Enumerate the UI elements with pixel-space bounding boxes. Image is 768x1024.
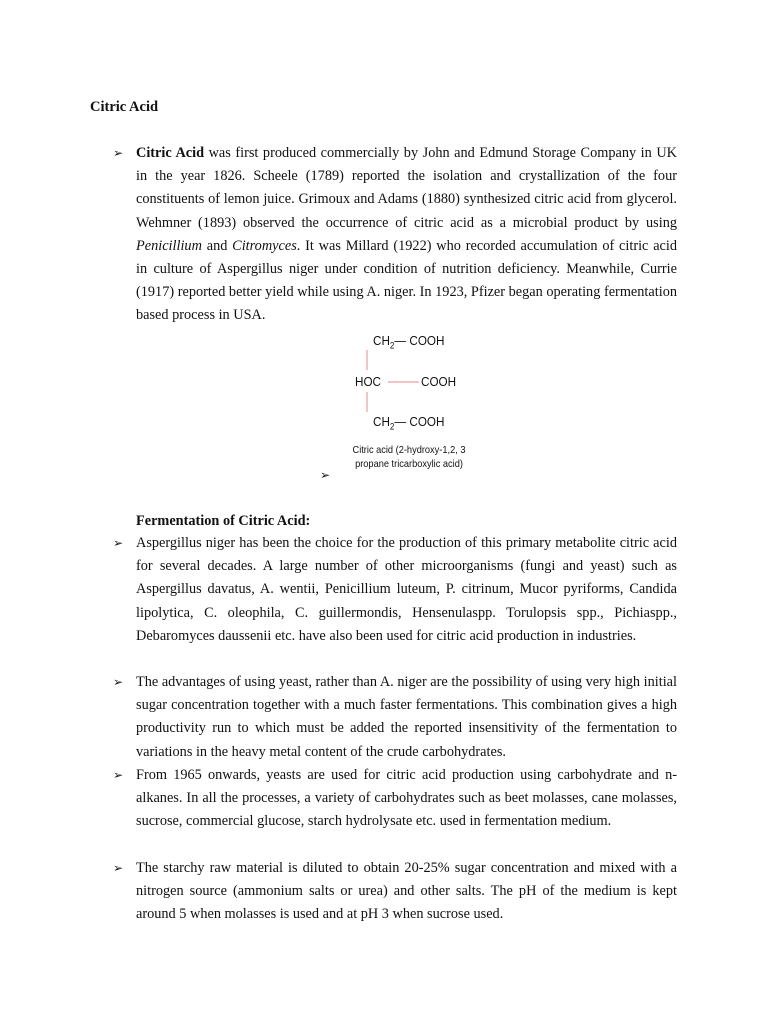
list-item bbox=[113, 671, 677, 764]
genus-citromyces: Citromyces bbox=[232, 237, 297, 254]
list-item bbox=[113, 764, 677, 834]
list-item-text: Aspergillus niger has been the choice for the production of this primary metabolite citric acid for several decades. A large number of other microorganisms (fungi and yeast) such as Aspergillus davatus, A. wentii, Penicillium luteum, P. citrinum, Mucor pyriforms, Candida lipolytica, C. oleophila, C. guillermondis, Hensenulaspp. Torulopsis spp., Pichiaspp., Debaromyces daussenii etc. have also been used for citric acid production in industries. bbox=[136, 535, 677, 644]
bullet-arrow-icon: ➢ bbox=[320, 468, 331, 482]
list-item-text: From 1965 onwards, yeasts are used for citric acid production using carbohydrate and n-alkanes. In all the processes, a variety of carbohydrates such as beet molasses, cane molasses, sucrose, commercial glucose, starch hydrolysate etc. used in fermentation medium. bbox=[136, 767, 677, 830]
formula-row-3: $CH_2—$ COOH bbox=[373, 414, 445, 432]
caption-line-1: Citric acid (2-hydroxy-1,2, 3 bbox=[352, 444, 466, 456]
formula-row-2-left: HOC bbox=[355, 374, 382, 389]
formula-row-2-right: COOH bbox=[421, 374, 457, 389]
formula-row-1: $CH_2—$ COOH bbox=[373, 333, 445, 351]
list-item bbox=[113, 532, 677, 648]
section-heading: Fermentation of Citric Acid: bbox=[136, 513, 311, 529]
bullet-arrow-icon: ➢ bbox=[113, 768, 124, 782]
list-item bbox=[113, 857, 677, 927]
intro-lead: Citric Acid bbox=[136, 145, 205, 161]
bullet-arrow-icon: ➢ bbox=[113, 861, 124, 875]
intro-bullet bbox=[113, 142, 677, 328]
list-item-text: The starchy raw material is diluted to obtain 20-25% sugar concentration and mixed with a nitrogen source (ammonium salts or urea) and other salts. The pH of the medium is kept around 5 when molasses is used and at pH 3 when sucrose used. bbox=[136, 860, 677, 923]
page-title: Citric Acid bbox=[90, 99, 159, 115]
genus-penicillium: Penicillium bbox=[136, 237, 202, 254]
caption-line-2: propane tricarboxylic acid) bbox=[355, 458, 463, 470]
intro-text-1: was first produced commercially by John and Edmund Storage Company in UK in the year 1826. Scheele (1789) reported the isolation and crystallization of the four constituents of lemon juice. Grimoux and Adams (1880) synthesized citric acid from glycerol. Wehmner (1893) observed the occurrence of citric acid as a microbial product by using bbox=[136, 145, 677, 231]
bullet-arrow-icon: ➢ bbox=[113, 675, 124, 689]
structure-caption bbox=[352, 443, 466, 471]
intro-text-2: and bbox=[201, 237, 233, 254]
bullet-arrow-icon: ➢ bbox=[113, 146, 124, 160]
intro-text-3: . It was Millard (1922) who recorded accumulation of citric acid in culture of Aspergillus niger under condition of nutrition deficiency. Meanwhile, Currie (1917) reported better yield while using A. niger. In 1923, Pfizer began operating fermentation based process in USA. bbox=[136, 237, 678, 324]
bullet-arrow-icon: ➢ bbox=[113, 536, 124, 550]
intro-paragraph bbox=[136, 142, 677, 328]
list-item-text: The advantages of using yeast, rather than A. niger are the possibility of using very high initial sugar concentration together with a much faster fermentations. This combination gives a high productivity run to which must be added the reported insensitivity of the fermentation to variations in the heavy metal content of the crude carbohydrates. bbox=[136, 674, 677, 760]
citric-acid-structure bbox=[330, 326, 490, 481]
